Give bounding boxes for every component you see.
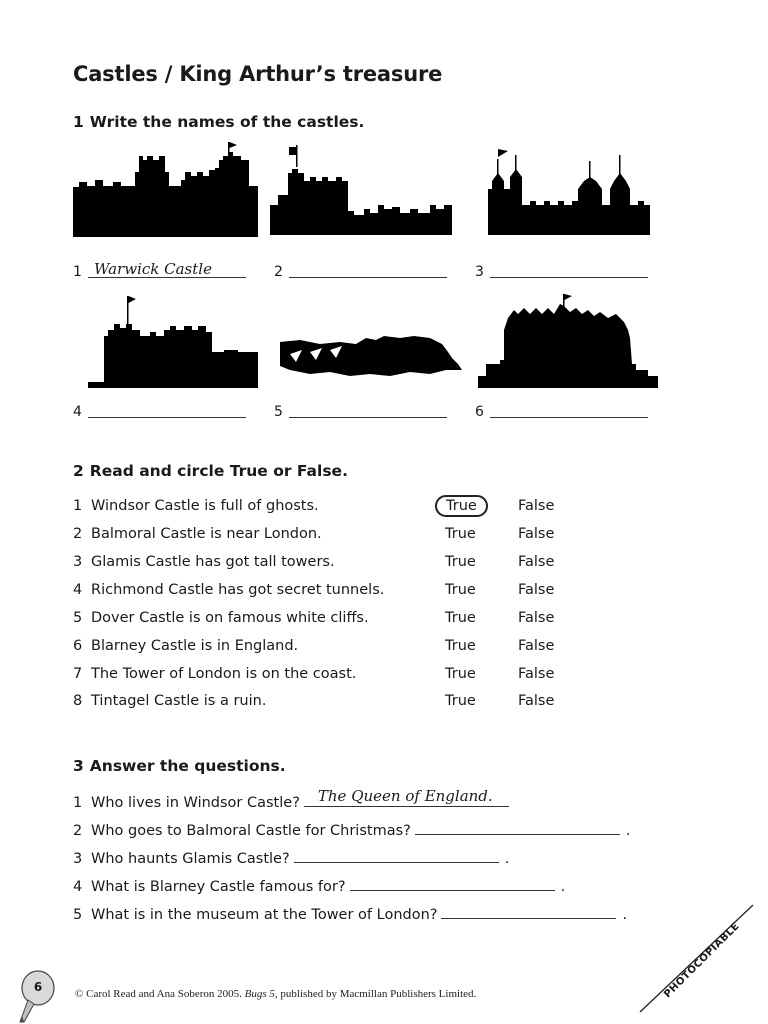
question-text: What is Blarney Castle famous for?	[91, 879, 346, 895]
statement: Tintagel Castle is a ruin.	[91, 693, 267, 709]
section-3-heading: 3 Answer the questions.	[73, 757, 286, 775]
statement: The Tower of London is on the coast.	[91, 666, 357, 682]
question-text: Who haunts Glamis Castle?	[91, 851, 290, 867]
false-option[interactable]: False	[518, 693, 555, 709]
page-number: 6	[33, 980, 43, 994]
castle-name-2[interactable]: 2	[274, 258, 454, 280]
handwritten-answer: The Queen of England.	[317, 787, 493, 805]
question-text: Who lives in Windsor Castle?	[91, 795, 300, 811]
castle-silhouette-6	[478, 294, 660, 388]
castle-silhouette-1	[73, 142, 258, 237]
true-false-row: 4 Richmond Castle has got secret tunnels. True False	[73, 582, 555, 598]
answer-blank[interactable]	[415, 820, 620, 835]
true-false-row: 1 Windsor Castle is full of ghosts. True False	[73, 498, 573, 520]
page-title: Castles / King Arthur’s treasure	[73, 62, 443, 86]
question-row: 5 What is in the museum at the Tower of London? .	[73, 904, 627, 926]
page-badge-icon	[14, 968, 64, 1024]
handwritten-answer: Warwick Castle	[94, 260, 212, 278]
true-option[interactable]: True	[445, 582, 476, 598]
answer-line	[490, 277, 648, 278]
true-option[interactable]: True	[445, 693, 476, 709]
castle-silhouette-4	[88, 296, 260, 388]
statement: Blarney Castle is in England.	[91, 638, 299, 654]
section-1-heading: 1 Write the names of the castles.	[73, 113, 365, 131]
photocopiable-label: PHOTOCOPIABLE	[662, 920, 742, 1001]
false-option[interactable]: False	[518, 554, 555, 570]
true-false-row: 2 Balmoral Castle is near London. True False	[73, 526, 555, 542]
castle-silhouette-3	[484, 145, 656, 235]
false-option[interactable]: False	[518, 526, 555, 542]
answer-line	[88, 417, 246, 418]
castle-name-1[interactable]: 1 Warwick Castle	[73, 258, 253, 280]
false-option[interactable]: False	[518, 610, 555, 626]
answer-blank[interactable]	[441, 904, 616, 919]
false-option[interactable]: False	[518, 638, 555, 654]
answer-line	[88, 277, 246, 278]
question-row: 4 What is Blarney Castle famous for? .	[73, 876, 565, 898]
castle-silhouette-2	[270, 145, 455, 235]
castle-name-5[interactable]: 5	[274, 398, 454, 420]
statement: Richmond Castle has got secret tunnels.	[91, 582, 385, 598]
answer-line	[490, 417, 648, 418]
castle-name-6[interactable]: 6	[475, 398, 655, 420]
question-text: What is in the museum at the Tower of London?	[91, 907, 438, 923]
castle-name-4[interactable]: 4	[73, 398, 253, 420]
true-option[interactable]: True	[445, 554, 476, 570]
true-false-row: 8 Tintagel Castle is a ruin. True False	[73, 693, 555, 709]
castle-name-3[interactable]: 3	[475, 258, 655, 280]
question-row: 2 Who goes to Balmoral Castle for Christmas? .	[73, 820, 630, 842]
castle-silhouette-5	[280, 330, 465, 380]
answer-blank[interactable]	[294, 848, 499, 863]
statement: Windsor Castle is full of ghosts.	[91, 498, 319, 514]
false-option[interactable]: False	[518, 498, 555, 514]
statement: Dover Castle is on famous white cliffs.	[91, 610, 369, 626]
answer-line	[289, 417, 447, 418]
section-2-heading: 2 Read and circle True or False.	[73, 462, 348, 480]
answer-line	[289, 277, 447, 278]
true-false-row: 5 Dover Castle is on famous white cliffs. True False	[73, 610, 555, 626]
true-false-row: 6 Blarney Castle is in England. True False	[73, 638, 555, 654]
question-text: Who goes to Balmoral Castle for Christmas?	[91, 823, 411, 839]
false-option[interactable]: False	[518, 582, 555, 598]
question-row: 3 Who haunts Glamis Castle? .	[73, 848, 509, 870]
statement: Balmoral Castle is near London.	[91, 526, 322, 542]
false-option[interactable]: False	[518, 666, 555, 682]
question-row: 1 Who lives in Windsor Castle? The Queen of England.	[73, 792, 509, 814]
true-false-row: 7 The Tower of London is on the coast. True False	[73, 666, 555, 682]
answer-blank[interactable]	[304, 787, 509, 807]
true-option[interactable]: True	[445, 666, 476, 682]
true-option[interactable]: True	[445, 526, 476, 542]
copyright-footer: © Carol Read and Ana Soberon 2005. Bugs 5, published by Macmillan Publishers Limited.	[75, 988, 477, 1000]
true-option[interactable]: True	[445, 638, 476, 654]
true-option[interactable]: True	[445, 610, 476, 626]
true-option-circled[interactable]: True	[435, 495, 488, 517]
statement: Glamis Castle has got tall towers.	[91, 554, 335, 570]
true-false-row: 3 Glamis Castle has got tall towers. True False	[73, 554, 555, 570]
answer-blank[interactable]	[350, 876, 555, 891]
